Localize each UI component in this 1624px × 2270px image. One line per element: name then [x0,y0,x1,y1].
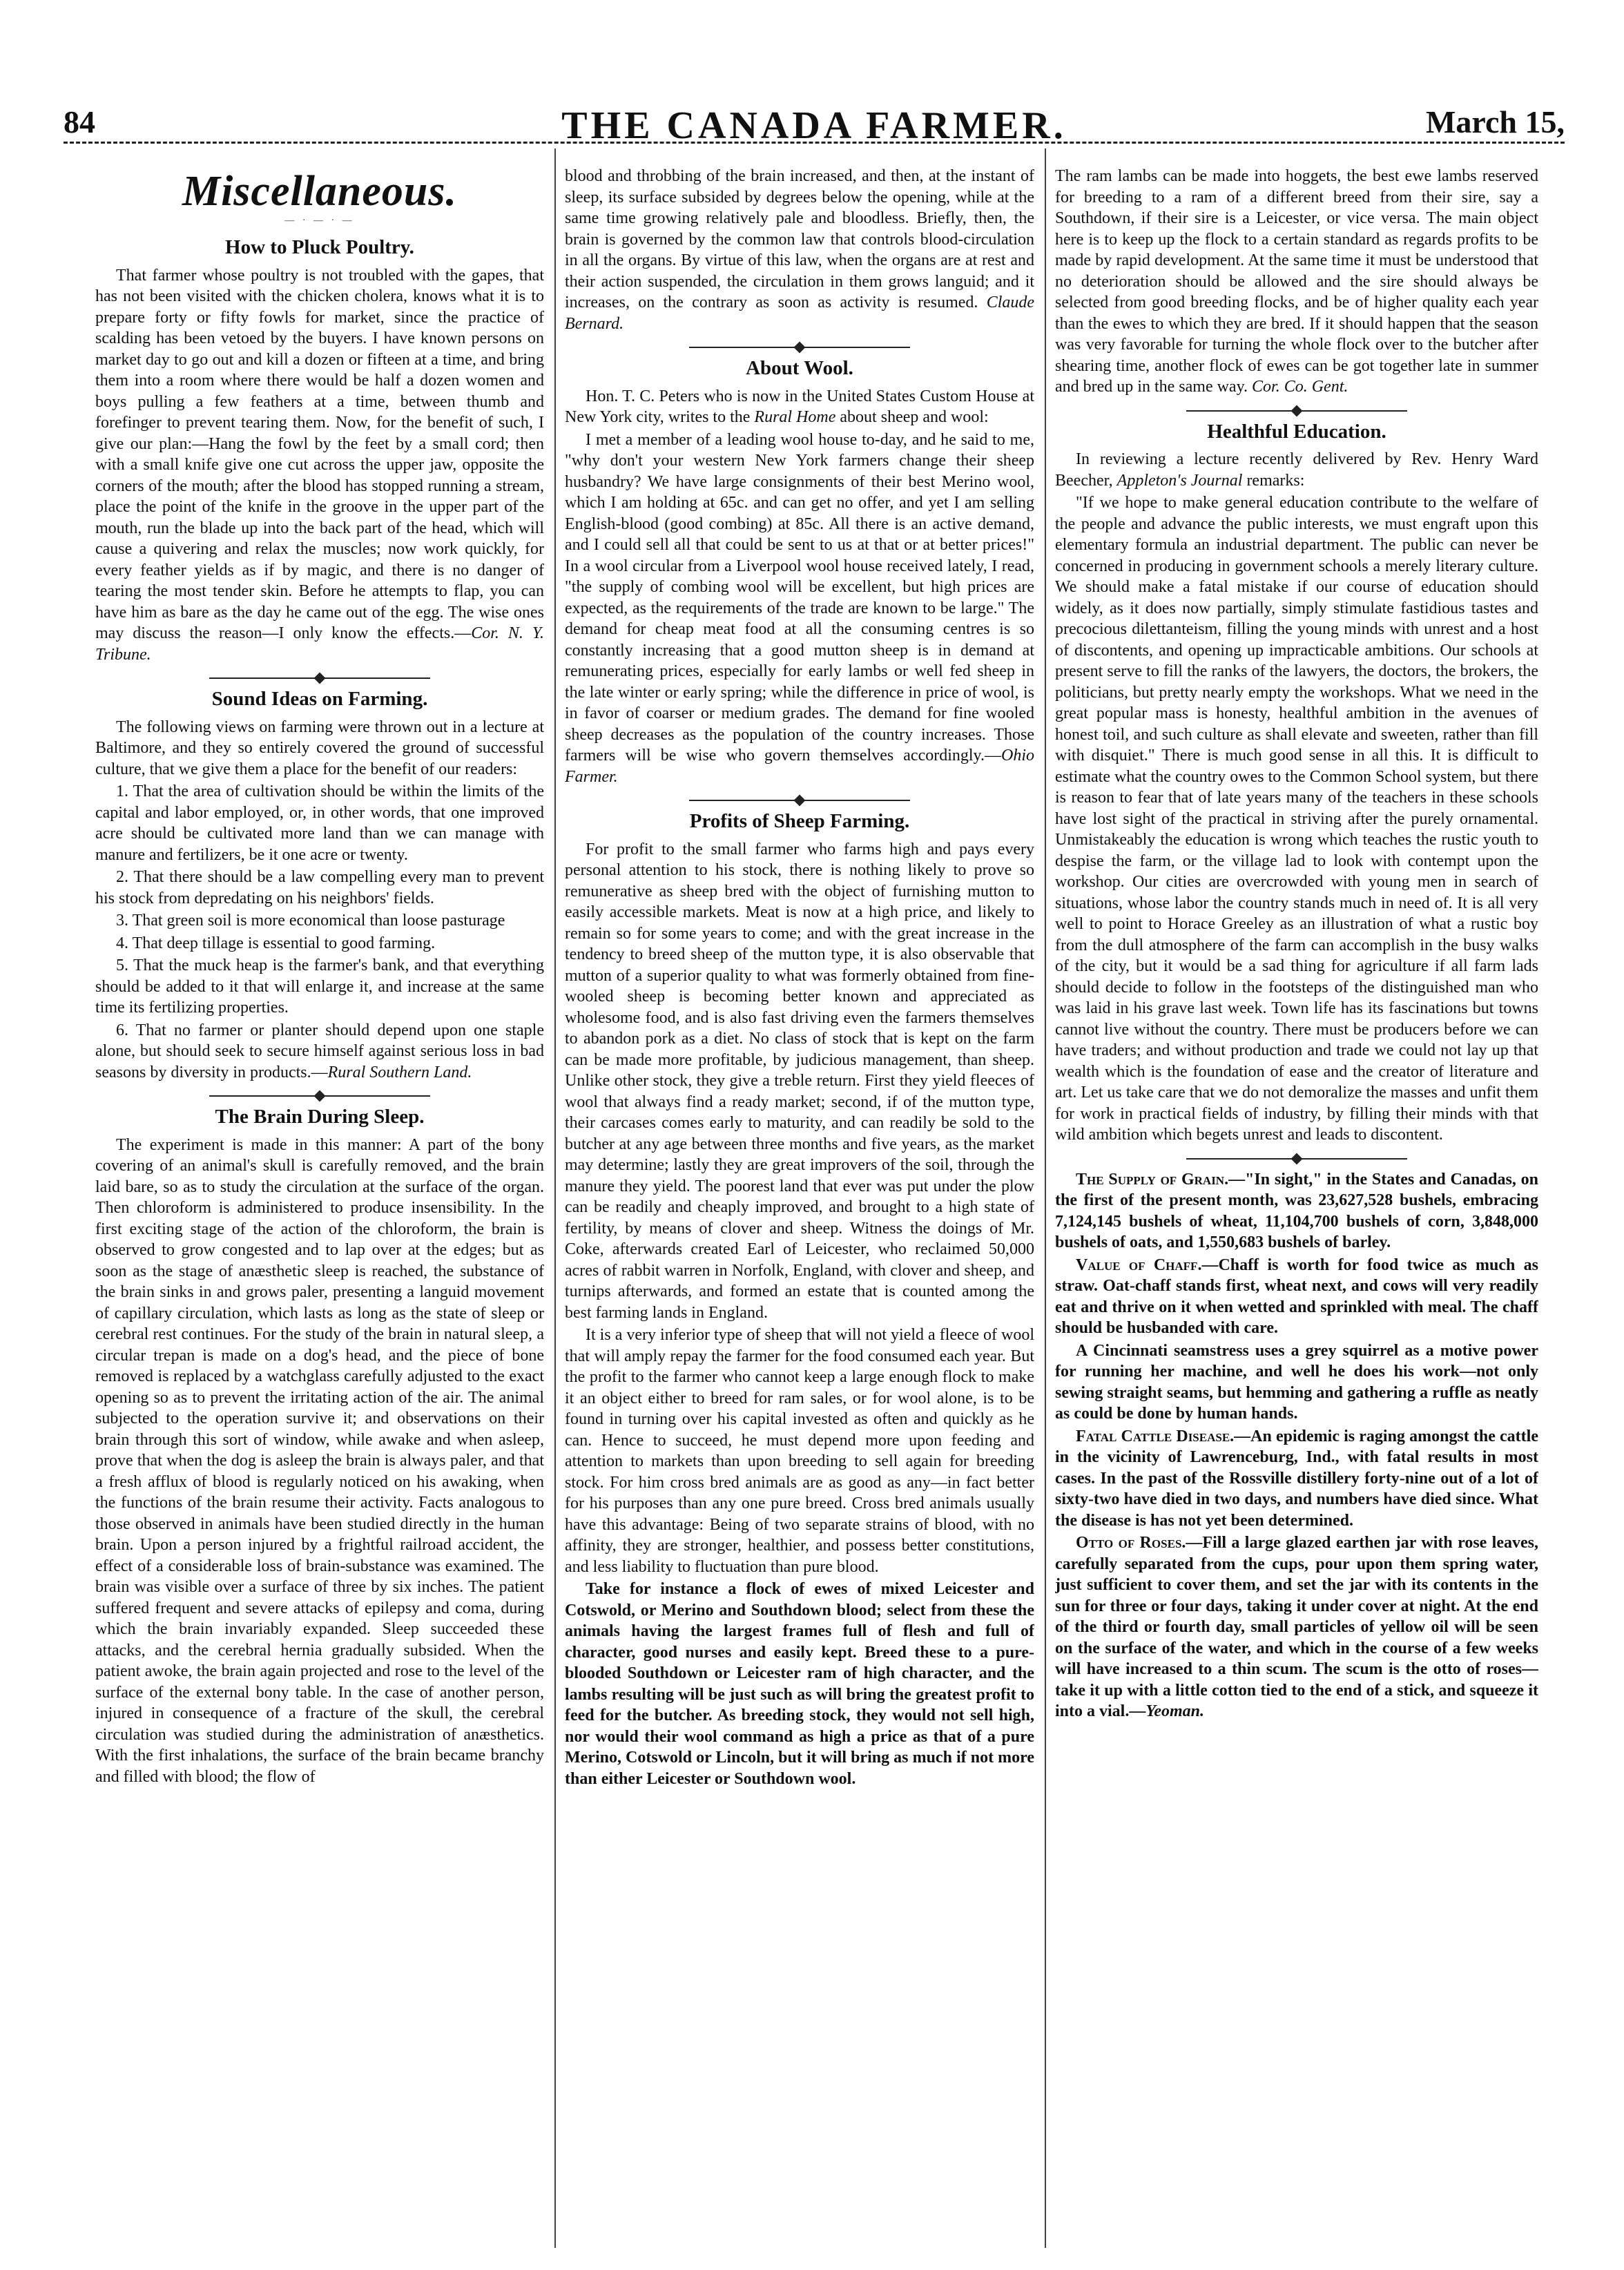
paragraph-text: In reviewing a lecture recently delivered by Rev. Henry Ward Beecher, [1055,450,1538,490]
news-item-heading: The Supply of Grain. [1076,1170,1229,1189]
article-paragraph: The following views on farming were thrown out in a lecture at Baltimore, and they so entirely covered the ground of successful culture, that we give them a place for the benefit of our readers: [95,718,544,778]
list-item: 4. That deep tillage is essential to good farming. [116,934,436,952]
news-item-heading: Value of Chaff. [1076,1256,1202,1274]
source-credit: Yeoman. [1146,1702,1205,1720]
column-divider [554,148,556,2248]
list-item: 1. That the area of cultivation should be within the limits of the capital and labor employed, or, in other words, that one improved acre should be cultivated more land than we can manage with manure and fertilizers, be it one acre or twenty. [95,782,544,864]
column-2 [565,166,1034,2244]
source-credit: Appleton's Journal [1116,471,1243,490]
article-title: Profits of Sheep Farming. [689,810,910,832]
masthead [64,104,1565,166]
article-paragraph [1055,166,1538,398]
section-separator [1186,1157,1407,1161]
issue-date: March 15, [1425,104,1565,140]
news-item: A Cincinnati seamstress uses a grey squirrel as a motive power for running her machine, and well he does his work—not only sewing straight seams, but hemming and gathering a ruffle as neatly as could be done by human hands. [1055,1341,1538,1423]
article-title: About Wool. [746,357,853,379]
paragraph-text: 6. That no farmer or planter should depend upon one staple alone, but should seek to secure himself against serious loss in bad seasons by diversity in products.— [95,1021,544,1081]
article-paragraph: "If we hope to make general education contribute to the welfare of the people and advance the public interests, we must engraft upon this elementary formula an industrial department. The public can never be concerned in producing in government schools a merely literary culture. We should make a fatal mistake if our course of education should widely, as it does now partially, simply stimulate fastidious tastes and precocious dilettanteism, filling the young minds with unrest and a host of discontents, and opening up impracticable ambitions. Our schools at present serve to fill the ranks of the lawyers, the doctors, the brokers, the politicians, but pretty nearly empty the workshops. What we need in the great popular mass is honesty, healthful ambition in the avenues of honest toil, and such culture as shall elevate and sweeten, rather than fill with disquiet." There is much good sense in all this. It is difficult to estimate what the country owes to the Common School system, but there is reason to fear that of late years many of the teachers in these schools have lost sight of the practical in striving after the purely ornamental. Unmistakeably the education is wrong which teaches the rustic youth to despise the farm, or the village lad to look with contempt upon the workshop. Our cities are overcrowded with young men in search of situations, whose labor the country stands much in need of. It is all very well to point to Horace Greeley as an illustration of what a rustic boy from the dull atmosphere of the farm can accomplish in the busy walks of the city, but it would be a sad thing for agriculture if all farm lads should decide to follow in the footsteps of the distinguished man who was laid in his grave last week. Town life has its fascinations but towns cannot live without the country. There must be producers before we can have traders; and without production and trade we could not lay up that wealth which is the foundation of ease and the creator of literature and art. Let us take care that we do not demoralize the masses and unfit them for work in practical fields of industry, by filling their minds with that wild ambition which begets unrest and leads to discontent. [1055,494,1538,1144]
news-item [1055,1169,1538,1253]
section-separator [1186,409,1407,413]
article-paragraph [565,386,1034,428]
source-credit: Claude Bernard. [565,294,1034,333]
article-title: How to Pluck Poultry. [225,236,414,258]
news-item-heading: Otto of Roses. [1076,1534,1186,1552]
list-item [95,1020,544,1084]
news-item-heading: Fatal Cattle Disease. [1076,1427,1235,1445]
news-item [1055,1255,1538,1339]
paragraph-text: The ram lambs can be made into hoggets, the best ewe lambs reserved for breeding to a ram of a different breed from their sire, say a Southdown, if their sire is a Leicester, or vice versa. The main object here is to keep up the flock to a certain standard as regards profits to be made by rapid development. At the same time it must be understood that no deterioration should be allowed and the sire should always be selected from good breeding flocks, and be of higher quality each year than the ewes to which they are bred. If it should happen that the season was very favorable for turning the whole flock over to the butcher after shearing time, another flock of ewes can be got together late in summer and bred up in the same way. [1055,167,1538,396]
paragraph-text: remarks: [1246,471,1305,490]
article-paragraph [565,166,1034,334]
article-title: Healthful Education. [1207,420,1386,443]
source-credit: Cor. N. Y. Tribune. [95,624,544,664]
news-item-text: —Fill a large glazed earthen jar with rose leaves, carefully separated from the cups, pour upon them spring water, just sufficient to cover them, and set the jar with its contents in the sun for three or four days, taking it under cover at night. At the end of the third or fourth day, small particles of yellow oil will be seen on the surface of the water, and which in the course of a few weeks will have increased to a thin scum. The scum is the otto of roses—take it up with a little cotton tied to the end of a stick, and squeeze it into a vial.— [1055,1534,1538,1720]
paragraph-text: Hon. T. C. Peters who is now in the United States Custom House at New York city, writes to the [565,387,1034,426]
article-paragraph [95,265,544,666]
list-item: 5. That the muck heap is the farmer's bank, and that everything should be added to it that will enlarge it, and increase at the same time its fertilizing properties. [95,956,544,1017]
news-item-text: —Chaff is worth for food twice as much as straw. Oat-chaff stands first, wheat next, and cows will very readily eat and thrive on it when wetted and sprinkled with meal. The chaff should be husbanded with care. [1055,1256,1538,1337]
page-number: 84 [64,104,95,140]
ornament-divider: — · — · — [284,215,355,226]
section-separator [689,798,910,802]
list-item: 3. That green soil is more economical than loose pasturage [116,912,505,930]
article-title: The Brain During Sleep. [215,1106,425,1128]
source-credit: Rural Southern Land. [327,1063,472,1081]
paragraph-text: blood and throbbing of the brain increased, and then, at the instant of sleep, its surface subsided by degrees below the opening, while at the same time growing relatively pale and bloodless. Briefly, then, the brain is governed by the common law that controls blood-circulation in all the organs. By virtue of this law, when the organs are at rest and their action suspended, the circulation in them grows languid; and it increases, on the contrary as soon as activity is resumed. [565,167,1034,311]
section-separator [689,345,910,349]
source-credit: Ohio Farmer. [565,747,1034,786]
masthead-rule [64,142,1565,144]
news-item [1055,1426,1538,1532]
news-item [1055,1532,1538,1722]
article-paragraph: It is a very inferior type of sheep that will not yield a fleece of wool that will amply repay the farmer for the food consumed each year. But the profit to the farmer who cannot keep a large enough flock to make it an object either to breed for ram sales, or for wool alone, is to be found in turning over his capital invested as often and quickly as he can. Hence to succeed, he must depend more upon feeding and attention to markets than upon breeding to sell again for breeding stock. For him cross bred animals are as good as any—in fact better for his purposes than any one pure breed. Cross bred animals usually have this advantage: Being of two separate strains of blood, with no affinity, they are stronger, healthier, and possess better constitutions, and less liability to fluctuation than pure blood. [565,1326,1034,1576]
source-credit: Rural Home [754,408,836,426]
paragraph-text: That farmer whose poultry is not troubled with the gapes, that has not been visited with the chicken cholera, knows what it is to prepare forty or fifty fowls for market, since the practice of scalding has been vetoed by the buyers. I have known persons on market day to go out and kill a dozen or fifteen at a time, and bring them into a room where there would be half a dozen women and boys pulling a few feathers at a time, between thumb and forefinger to prevent tearing them. Now, for the benefit of such, I give our plan:—Hang the fowl by the feet by a small cord; then with a small knife give one cut across the upper jaw, opposite the corners of the mouth; after the blood has stopped running a stream, place the point of the knife in the groove in the upper part of the mouth, run the blade up into the back part of the head, which will cause a quivering and relax the muscles; now work quickly, for every feather yields as if by magic, and there is no danger of tearing the most tender skin. Before he attempts to flap, you can have him as bare as the day he came out of the egg. The wise ones may discuss the reason—I only know the effects.— [95,266,544,642]
column-1 [95,166,544,2244]
article-paragraph [1055,449,1538,491]
news-item-text: —"In sight," in the States and Canadas, on the first of the present month, was 23,627,528 bushels, embracing 7,124,145 bushels of wheat, 11,104,700 bushels of corn, 3,848,000 bushels of oats, and 1,550,683 bushels of barley. [1055,1170,1538,1251]
article-paragraph [565,430,1034,788]
column-3 [1055,166,1538,2244]
list-item: 2. That there should be a law compelling every man to prevent his stock from depredating on his neighbors' fields. [95,868,544,907]
department-heading: Miscellaneous. [182,168,458,215]
section-separator [209,1094,430,1098]
article-title: Sound Ideas on Farming. [211,688,428,710]
paper-title: THE CANADA FARMER. [561,104,1067,147]
article-paragraph: For profit to the small farmer who farms high and pays every personal attention to his stock, there is nothing likely to prove so remunerative as sheep bred with the object of furnishing mutton to easily accessible markets. Meat is now at a high price, and likely to remain so for some years to come; and with the great increase in the tendency to breed sheep of the mutton type, it is also observable that mutton of a superior quality to what was formerly obtained from fine-wooled sheep is becoming better known and appreciated as wholesome food, and is also fast driving even the farmers themselves to abandon pork as a diet. No class of stock that is kept on the farm can be made more profitable, by judicious management, than sheep. Unlike other stock, they give a treble return. First they yield fleeces of wool that always find a ready market; second, if of the mutton type, their carcases comes early to maturity, and can readily be sold to the butcher at any age between three months and five years, as the market may determine; lastly they are great improvers of the soil, through the manure they yield. The poorest land that ever was put under the plow can be readily and cheaply improved, and brought to a high state of fertility, by means of clover and sheep. Witness the doings of Mr. Coke, afterwards created Earl of Leicester, who reclaimed 50,000 acres of rabbit warren in Norfolk, England, with clover and sheep, and turnips afterwards, and formed an estate that is counted among the best farming lands in England. [565,840,1034,1322]
news-item-text: —An epidemic is raging amongst the cattle in the vicinity of Lawrenceburg, Ind., with fatal results in most cases. In the past of the Rossville distillery forty-nine out of a lot of sixty-two have died in two days, and numbers have died since. What the disease is has not yet been determined. [1055,1427,1538,1530]
article-paragraph: The experiment is made in this manner: A part of the bony covering of an animal's skull is carefully removed, and the brain laid bare, so as to study the circulation at the surface of the organ. Then chloroform is administered to produce insensibility. In the first exciting stage of the action of the chloroform, the brain is observed to grow congested and to lap over at the edges; but as soon as the stage of anæsthetic sleep is reached, the substance of the brain sinks in and grows paler, presenting a languid movement of capillary circulation, which lasts as long as the state of sleep or cerebral rest continues. For the study of the brain in natural sleep, a circular trepan is made on a dog's head, and the piece of bone removed is replaced by a watchglass carefully adjusted to the exact opening so as to prevent the irritating action of the air. The animal subjected to the operation survive it; and observations on their brain through this sort of window, while awake and when asleep, prove that when the dog is asleep the brain is always paler, and that a fresh afflux of blood is regularly noticed on his awaking, when the functions of the brain resume their activity. Facts analogous to those observed in animals have been studied directly in the human brain. Upon a person injured by a frightful railroad accident, the effect of a considerable loss of brain-substance was examined. The brain was visible over a surface of three by six inches. The patient suffered frequent and severe attacks of epilepsy and coma, during which the brain invariably expanded. Sleep succeeded these attacks, and the cerebral hernia gradually subsided. When the patient awoke, the brain again projected and rose to the level of the surface of the external bony table. In the case of another person, injured in consequence of a fracture of the skull, the cerebral circulation was studied during the administration of anæsthetics. With the first inhalations, the surface of the brain became branchy and filled with blood; the flow of [95,1135,544,1786]
article-paragraph: Take for instance a flock of ewes of mixed Leicester and Cotswold, or Merino and Southdown blood; select from these the animals having the largest frames full of flesh and full of character, good nurses and easily kept. Breed these to a pure-blooded Southdown or Leicester ram of high character, and the lambs resulting will be just such as will bring the greatest profit to feed for the butcher. As breeding stock, they would not sell high, nor would their wool command as high a price as that of a pure Merino, Cotswold or Lincoln, but it will bring as much if not more than either Leicester or Southdown wool. [565,1580,1034,1788]
paragraph-text: about sheep and wool: [840,408,989,426]
section-separator [209,676,430,680]
source-credit: Cor. Co. Gent. [1252,378,1348,396]
paragraph-text: I met a member of a leading wool house to-day, and he said to me, "why don't your western New York farmers change their sheep husbandry? We have large consignments of their best Merino wool, which I am holding at 65c. and can get no offer, and yet I am selling English-blood (good combing) at 85c. All there is an active demand, and I could sell all that could be sent to us at that or at better prices!" In a wool circular from a Liverpool wool house received lately, I read, "the supply of combing wool will be excellent, but high prices are expected, as the requirements of the trade are known to be large." The demand for cheap meat food at all the consuming centres is so constantly increasing that a good mutton sheep is in demand at remunerating prices, especially for early lambs or well fed sheep in the late winter or early spring; while the difference in price of wool, is in favor of coarser or medium grades. The demand for fine wooled sheep decreases as the population of the country increases. Those farmers will be wise who govern themselves accordingly.— [565,430,1034,764]
column-divider [1045,148,1046,2248]
